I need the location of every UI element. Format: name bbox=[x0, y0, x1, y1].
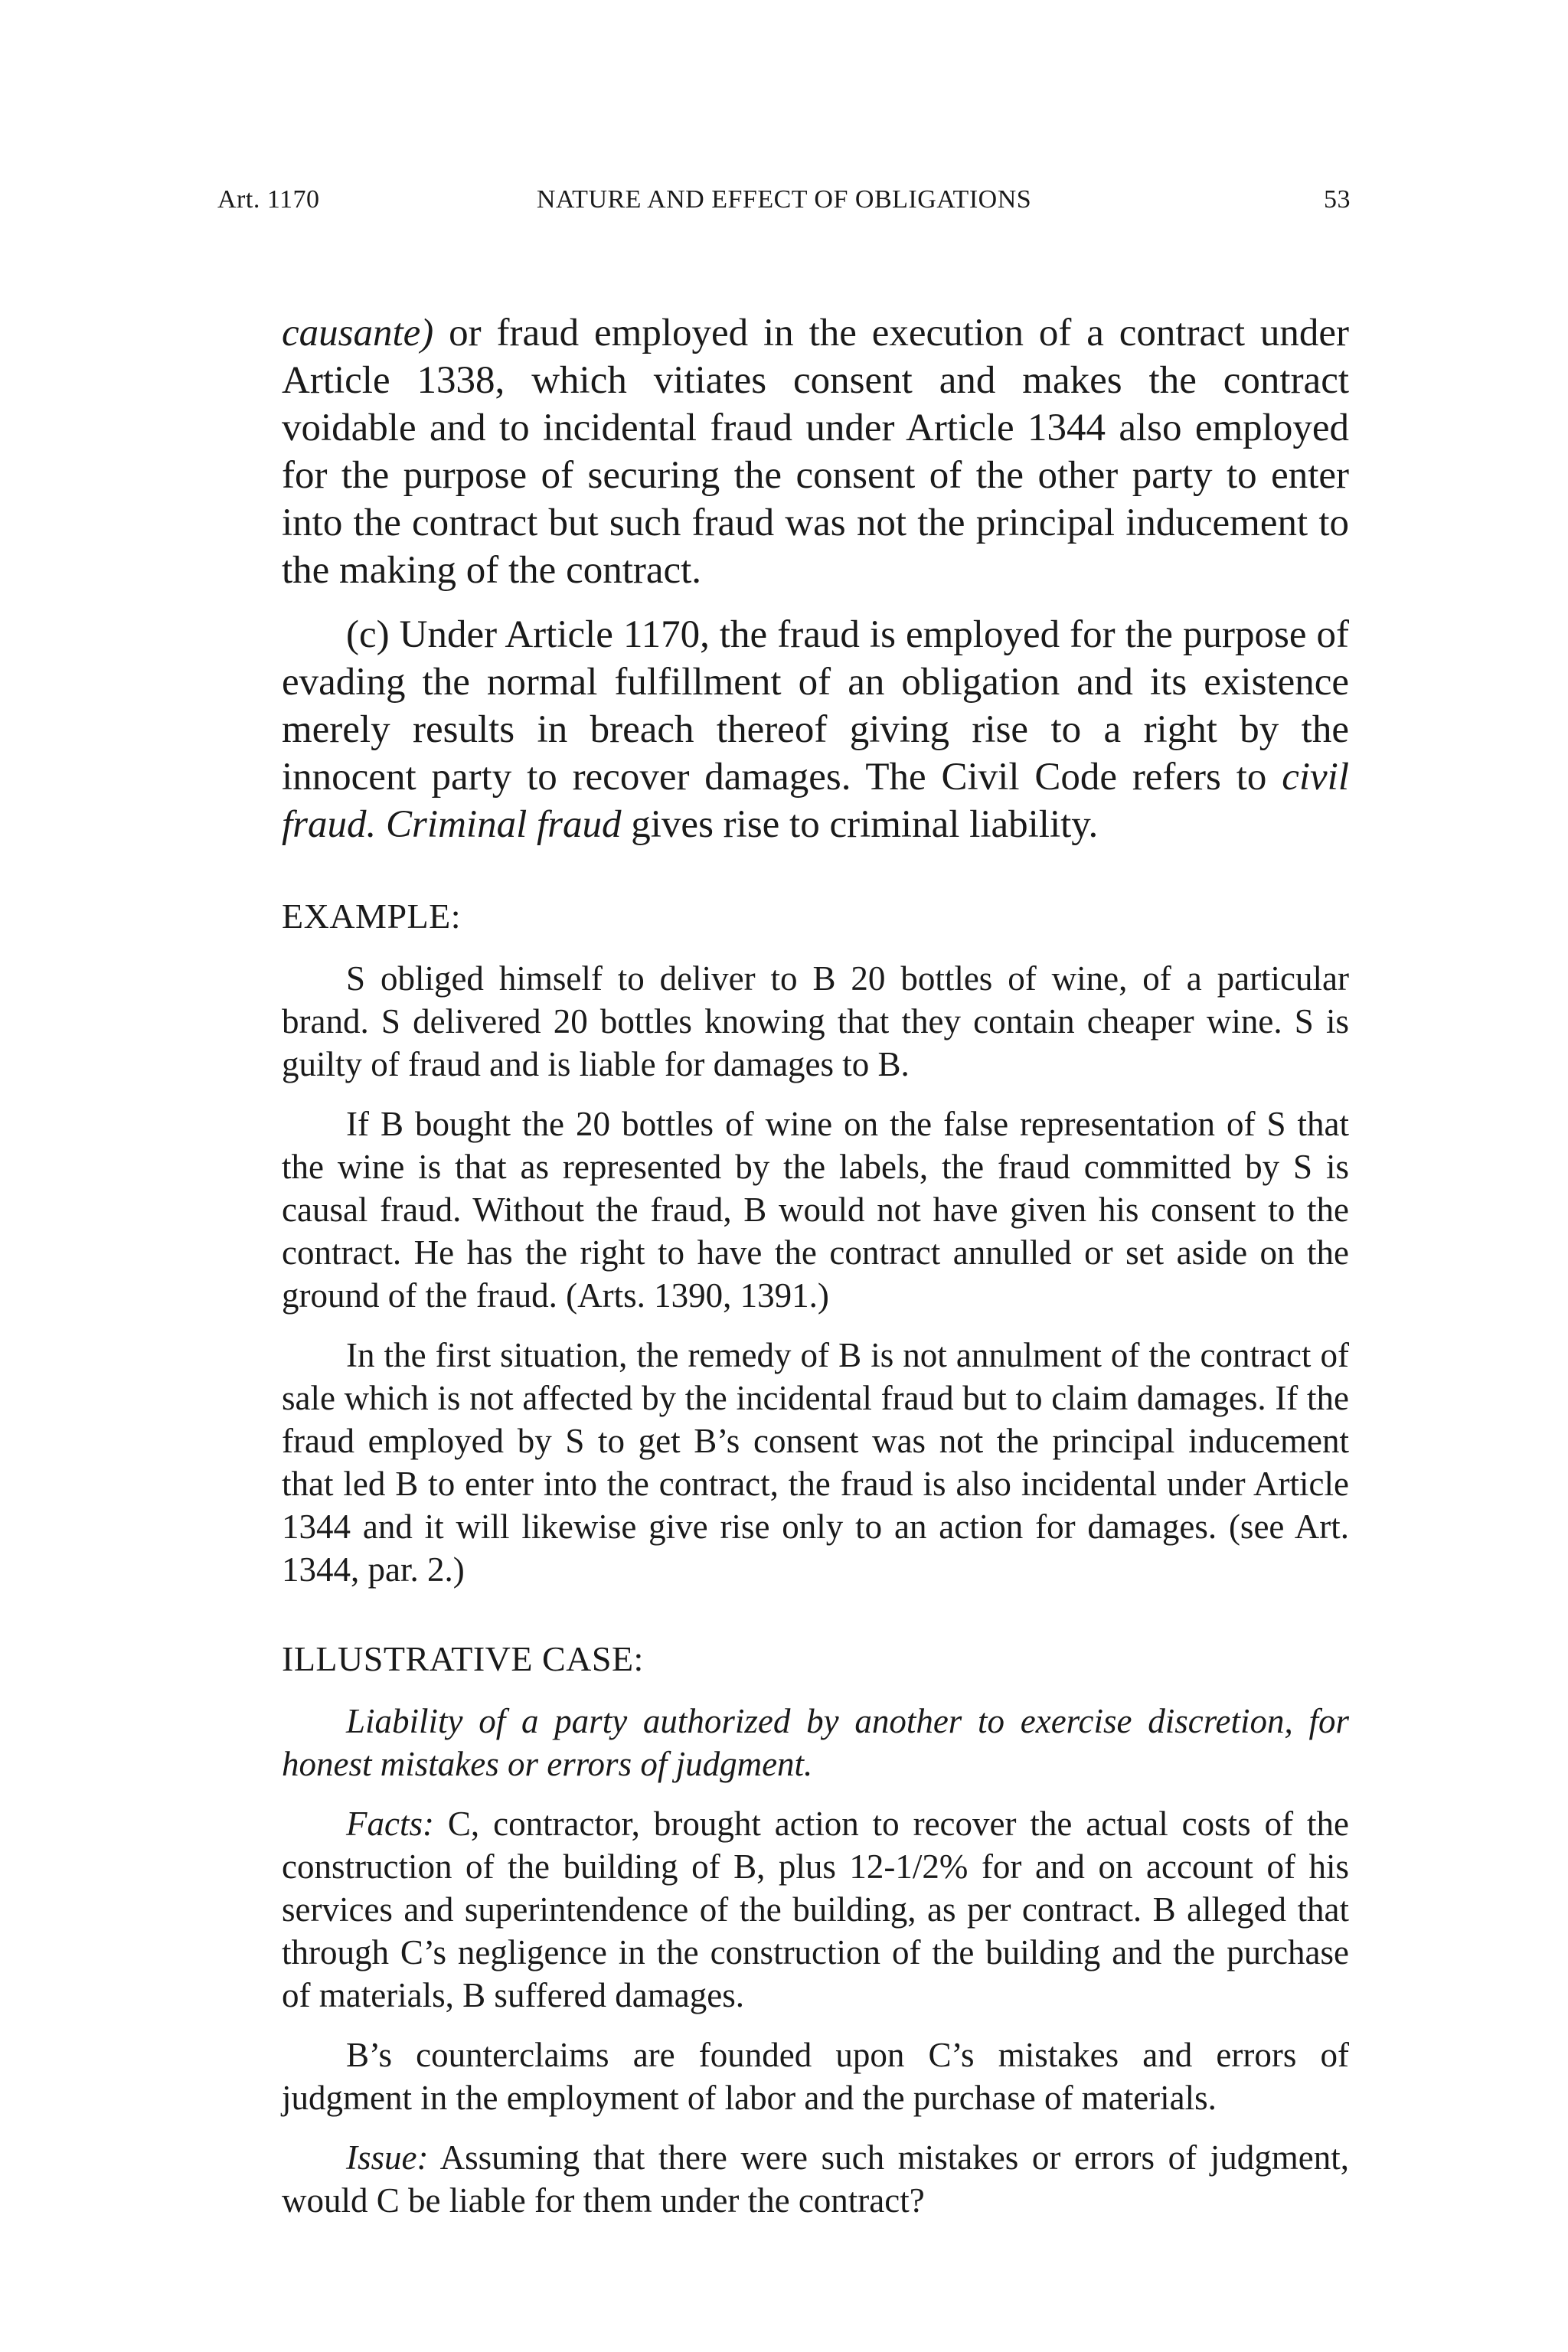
example-paragraph-2: If B bought the 20 bottles of wine on the false representation of S that the wine is that as represented by the labels, the fraud committed by S is causal fraud. Without the fraud, B would not have given his consent to the contract. He has the right to have the contract annulled or set aside on the ground of the fraud. (Arts. 1390, 1391.) bbox=[282, 1105, 1349, 1315]
issue-label: Issue: bbox=[346, 2138, 429, 2177]
italic-term: causante) bbox=[282, 312, 434, 354]
case-title-text: Liability of a party authorized by another to exercise discretion, for honest mistakes or errors of judgment. bbox=[282, 1702, 1349, 1783]
running-head bbox=[217, 181, 1351, 219]
chapter-title: NATURE AND EFFECT OF OBLIGATIONS bbox=[536, 185, 1032, 214]
paragraph-text: gives rise to criminal liability. bbox=[621, 803, 1099, 846]
example-paragraph-1: S obliged himself to deliver to B 20 bottles of wine, of a particular brand. S delivered 20 bottles knowing that they contain cheaper wine. S is guilty of fraud and is liable for damages to B. bbox=[282, 959, 1349, 1083]
italic-term-criminal-fraud: Criminal fraud bbox=[386, 803, 622, 846]
paragraph-text: or fraud employed in the execution of a contract under Article 1338, which vitiates consent and makes the contract voidable and to incidental fraud under Article 1344 also employed for the purpose of securing the consent of the other party to enter into the contract but such fraud was not the principal inducement to the making of the contract. bbox=[282, 312, 1349, 592]
italic-term-civil-fraud: civil fraud. bbox=[282, 756, 1349, 846]
paragraph-causal-fraud bbox=[282, 309, 1349, 594]
space bbox=[376, 803, 386, 846]
facts-text: C, contractor, brought action to recover the actual costs of the construction of the building of B, plus 12-1/2% for and on account of his services and superintendence of the building, as per contract. B alleged that through C’s negligence in the construction of the building and the purchase of materials, B suffered damages. bbox=[282, 1805, 1349, 2014]
case-issue bbox=[282, 2136, 1349, 2222]
page-body bbox=[282, 309, 1349, 2222]
case-facts bbox=[282, 1802, 1349, 2017]
article-reference: Art. 1170 bbox=[217, 185, 320, 214]
case-title bbox=[282, 1700, 1349, 1785]
illustrative-case-heading: ILLUSTRATIVE CASE: bbox=[282, 1639, 644, 1678]
facts-label: Facts: bbox=[346, 1805, 434, 1843]
case-counterclaims: B’s counterclaims are founded upon C’s mistakes and errors of judgment in the employment of labor and the purchase of materials. bbox=[282, 2036, 1349, 2117]
page-number: 53 bbox=[1324, 185, 1351, 214]
example-paragraph-3: In the first situation, the remedy of B is not annulment of the contract of sale which is not affected by the incidental fraud but to claim damages. If the fraud employed by S to get B’s consent was not the principal inducement that led B to enter into the contract, the fraud is also incidental under Article 1344 and it will likewise give rise only to an action for damages. (see Art. 1344, par. 2.) bbox=[282, 1336, 1349, 1589]
example-heading: EXAMPLE: bbox=[282, 897, 461, 936]
paragraph-text: (c) Under Article 1170, the fraud is employed for the purpose of evading the normal fulfillment of an obligation and its existence merely results in breach thereof giving rise to a right by the innocent party to recover damages. The Civil Code refers to bbox=[282, 613, 1349, 799]
issue-text: Assuming that there were such mistakes or errors of judgment, would C be liable for them under the contract? bbox=[282, 2138, 1349, 2220]
paragraph-civil-fraud bbox=[282, 611, 1349, 848]
